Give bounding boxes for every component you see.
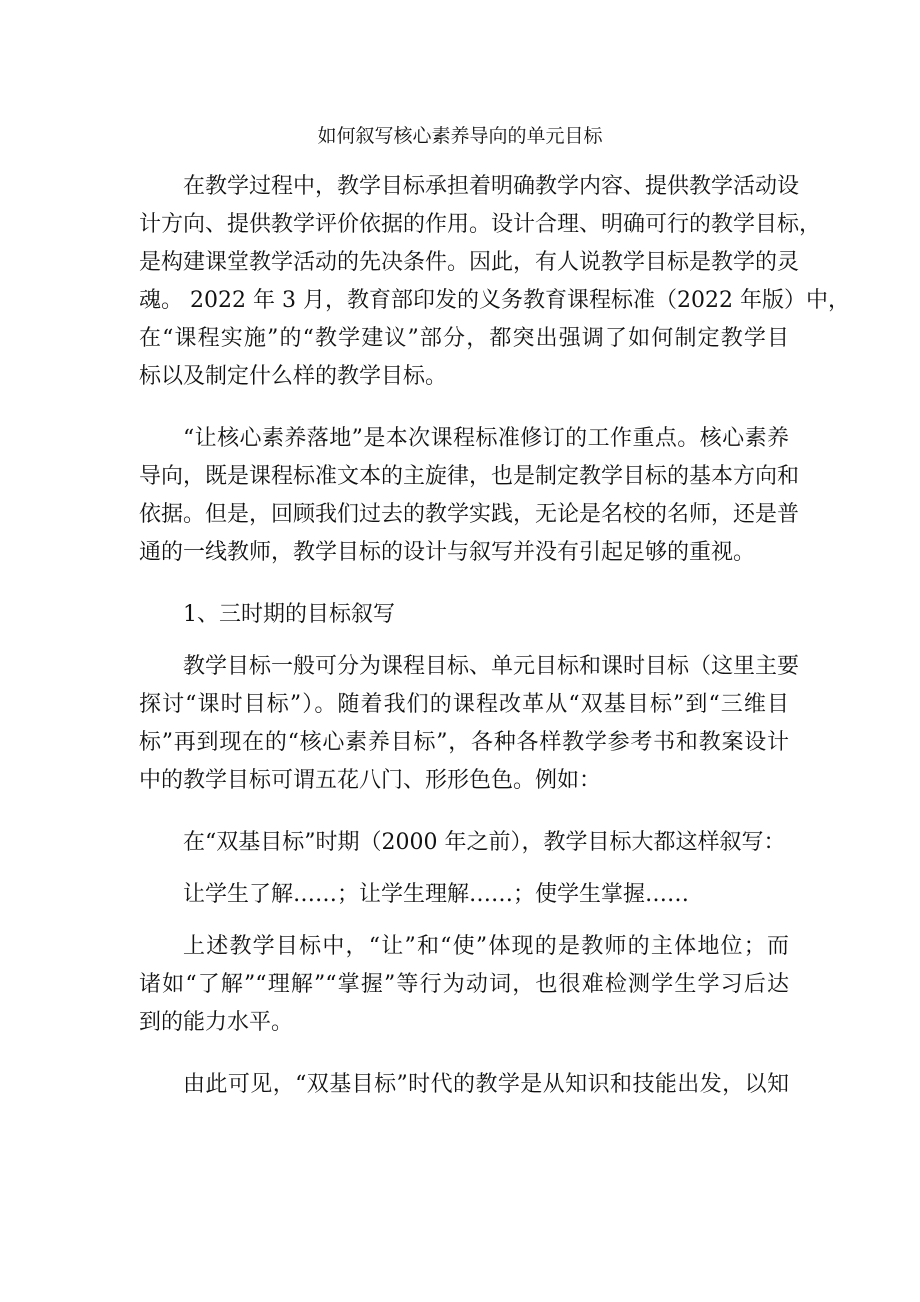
paragraph-line: 教学目标一般可分为课程目标、单元目标和课时目标（这里主要 — [183, 654, 800, 679]
paragraph-line: 中的教学目标可谓五花八门、形形色色。例如： — [139, 768, 602, 793]
paragraph-example — [139, 876, 789, 914]
paragraph-line: 探讨“课时目标”）。随着我们的课程改革从“双基目标”到“三维目 — [139, 692, 789, 717]
paragraph-line: “让核心素养落地”是本次课程标准修订的工作重点。核心素养 — [183, 426, 789, 451]
paragraph-line: 让学生了解……；让学生理解……；使学生掌握…… — [183, 882, 690, 907]
paragraph-line: 依据。但是，回顾我们过去的教学实践，无论是名校的名师，还是普 — [139, 502, 800, 527]
paragraph-line: 由此可见，“双基目标”时代的教学是从知识和技能出发，以知 — [183, 1072, 789, 1097]
paragraph-analysis — [139, 928, 789, 1042]
paragraph-line: 通的一线教师，教学目标的设计与叙写并没有引起足够的重视。 — [139, 540, 756, 565]
paragraph-line: 诸如“了解”“理解”“掌握”等行为动词，也很难检测学生学习后达 — [139, 972, 789, 997]
paragraph-line: 计方向、提供教学评价依据的作用。设计合理、明确可行的教学目标， — [139, 212, 822, 237]
paragraph-line: 是构建课堂教学活动的先决条件。因此，有人说教学目标是教学的灵 — [139, 250, 800, 275]
document-body — [139, 168, 850, 1128]
paragraph-objectives — [139, 648, 800, 800]
paragraph-line: 上述教学目标中，“让”和“使”体现的是教师的主体地位；而 — [183, 934, 789, 959]
paragraph-line: 在“双基目标”时期（2000 年之前），教学目标大都这样叙写： — [183, 830, 786, 855]
paragraph-line: 标”再到现在的“核心素养目标”，各种各样教学参考书和教案设计 — [139, 730, 789, 755]
paragraph-line: 在“课程实施”的“教学建议”部分，都突出强调了如何制定教学目 — [139, 326, 789, 351]
paragraph-line: 魂。 2022 年 3 月，教育部印发的义务教育课程标准（2022 年版）中， — [139, 288, 850, 313]
paragraph-line: 在教学过程中，教学目标承担着明确教学内容、提供教学活动设 — [183, 174, 800, 199]
paragraph-core-literacy — [139, 420, 800, 572]
section-heading — [139, 596, 789, 634]
section-heading-text: 1、三时期的目标叙写 — [183, 602, 395, 627]
paragraph-dual-basics — [139, 824, 789, 862]
paragraph-line: 导向，既是课程标准文本的主旋律，也是制定教学目标的基本方向和 — [139, 464, 800, 489]
paragraph-line: 到的能力水平。 — [139, 1010, 294, 1035]
paragraph-conclusion — [139, 1066, 789, 1104]
document-title: 如何叙写核心素养导向的单元目标 — [317, 125, 603, 147]
paragraph-intro — [139, 168, 850, 396]
paragraph-line: 标以及制定什么样的教学目标。 — [139, 364, 448, 389]
